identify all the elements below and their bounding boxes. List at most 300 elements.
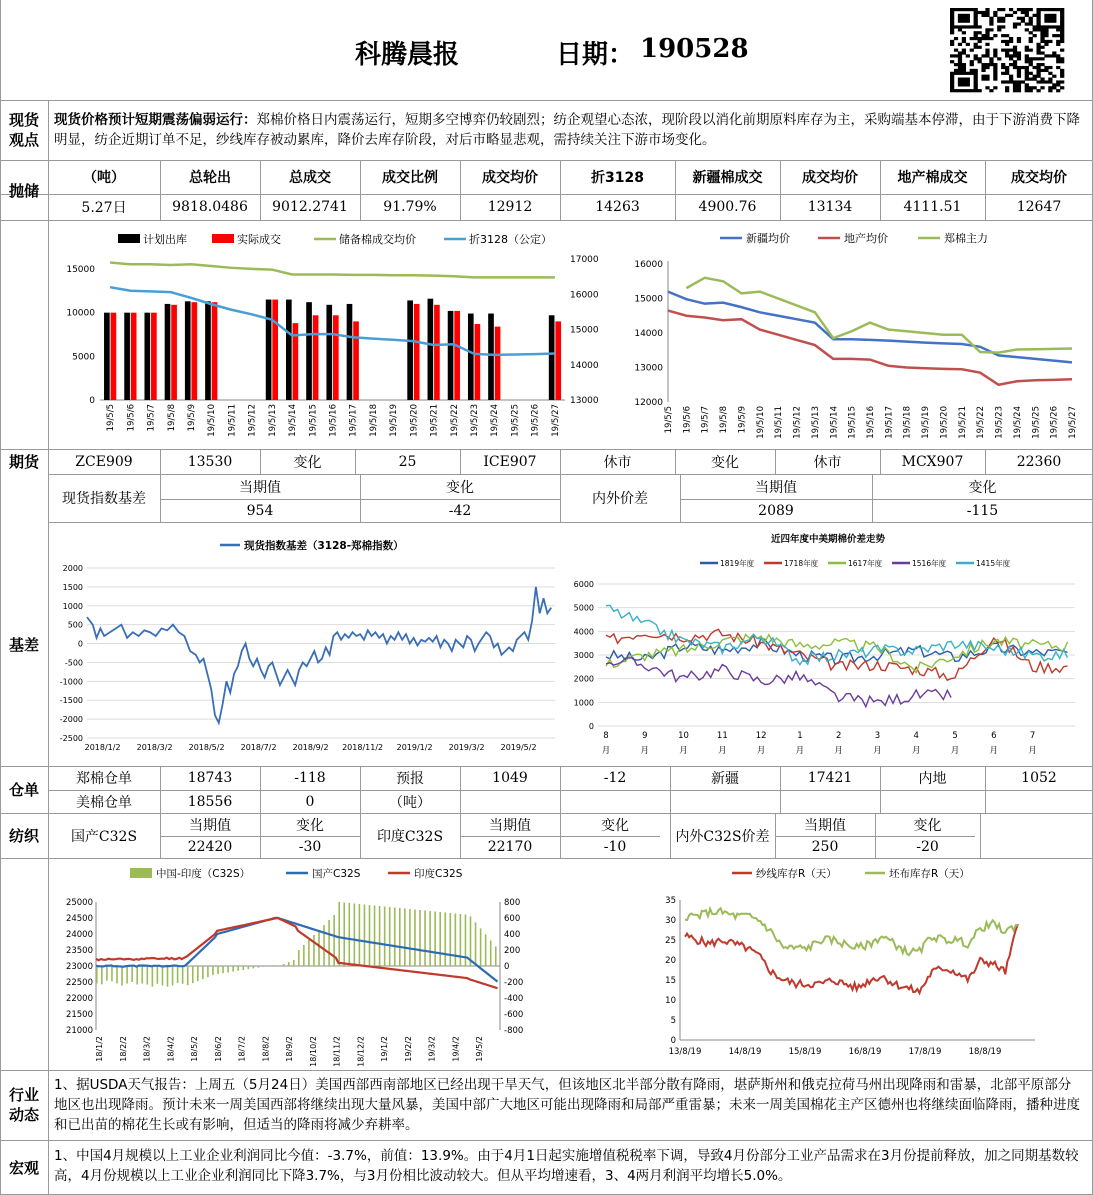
- qr-module: [1060, 37, 1064, 40]
- qr-module: [985, 54, 989, 57]
- x-tick-label: 19/5/5: [106, 404, 117, 432]
- qr-module: [954, 37, 958, 40]
- qr-module: [1056, 66, 1060, 69]
- diff-bar: [227, 966, 229, 972]
- qr-module: [978, 31, 982, 34]
- tick-label: 35: [665, 896, 676, 906]
- warehouse-cell: -12: [603, 770, 627, 786]
- x-tick-label: 19/5/8: [166, 404, 177, 432]
- tick-label: 16000: [634, 260, 663, 270]
- qr-module: [1033, 57, 1037, 60]
- qr-module: [993, 63, 997, 66]
- qr-module: [950, 31, 954, 34]
- qr-module: [974, 43, 978, 46]
- x-tick-label: 19/5/13: [267, 404, 278, 437]
- domestic-c32s-label: 国产C32S: [70, 828, 138, 845]
- qr-module: [966, 78, 970, 81]
- futures-cell: ZCE909: [75, 453, 133, 470]
- planned-bar: [205, 301, 211, 400]
- qr-module: [970, 63, 974, 66]
- diff-bar: [283, 964, 285, 966]
- qr-module: [1013, 25, 1017, 28]
- qr-module: [1021, 80, 1025, 83]
- diff-bar: [131, 966, 133, 982]
- tick-label: 13000: [570, 396, 599, 406]
- qr-module: [1036, 72, 1040, 75]
- qr-module: [958, 89, 962, 92]
- qr-module: [958, 63, 962, 66]
- diff-bar: [490, 940, 492, 966]
- qr-module: [1040, 78, 1044, 81]
- qr-module: [1025, 83, 1029, 86]
- qr-module: [974, 22, 978, 25]
- auction-header: （吨）: [83, 170, 125, 186]
- auction-header: 成交比例: [382, 170, 438, 186]
- diff-bar: [222, 966, 224, 973]
- qr-module: [974, 17, 978, 20]
- qr-module: [1036, 80, 1040, 83]
- qr-module: [1017, 17, 1021, 20]
- yarn-stock-line: [685, 924, 1018, 993]
- diff-bar: [237, 966, 239, 971]
- qr-module: [966, 43, 970, 46]
- planned-bar: [104, 313, 110, 400]
- tick-label: 0: [77, 639, 83, 649]
- actual-bar: [151, 313, 157, 400]
- qr-module: [1036, 8, 1040, 11]
- qr-module: [1029, 49, 1033, 52]
- diff-bar: [374, 906, 376, 967]
- x-tick-label: 19/5/10: [207, 404, 218, 437]
- spot-basis-current-header: 当期值: [239, 479, 281, 496]
- auction-header: 总成交: [289, 170, 331, 186]
- qr-module: [981, 54, 985, 57]
- qr-module: [958, 66, 962, 69]
- qr-module: [1001, 80, 1005, 83]
- qr-module: [954, 89, 958, 92]
- qr-module: [974, 34, 978, 37]
- actual-bar: [414, 304, 420, 400]
- qr-module: [1036, 75, 1040, 78]
- qr-module: [1009, 8, 1013, 11]
- qr-module: [1013, 66, 1017, 69]
- season-line: [606, 658, 951, 707]
- spot-view-body: 郑棉价格日内震荡运行，短期多空博弈仍较剧烈；纺企观望心态浓，现阶段以消化前期原料库存为主，采购端基本停滞，由于下游消费下降明显，纺企近期订单不足，纱线库存被动累库，降价去库存阶段，对后市略显悲观，需持续关注下游市场变化。: [54, 112, 1080, 148]
- futures-cell: 22360: [1016, 453, 1062, 470]
- diff-bar: [96, 966, 98, 983]
- tick-label: 10000: [66, 308, 95, 319]
- tick-label: 12000: [634, 398, 663, 408]
- inout-value: 2089: [758, 502, 794, 519]
- futures-cell: 13530: [187, 453, 233, 470]
- qr-module: [1029, 17, 1033, 20]
- auction-chart: [60, 224, 599, 446]
- spot-basis-change-header: 变化: [446, 479, 474, 496]
- diff-bar: [384, 907, 386, 967]
- qr-module: [1029, 78, 1033, 81]
- qr-module: [1033, 14, 1037, 17]
- qr-module: [974, 57, 978, 60]
- qr-module: [1060, 22, 1064, 25]
- qr-module: [974, 83, 978, 86]
- qr-module: [1021, 11, 1025, 14]
- qr-module: [1060, 57, 1064, 60]
- qr-module: [966, 8, 970, 11]
- x-tick-label: 18/10/2: [308, 1036, 318, 1067]
- qr-module: [1021, 17, 1025, 20]
- planned-bar: [124, 313, 130, 400]
- qr-module: [1009, 80, 1013, 83]
- qr-module: [989, 57, 993, 60]
- diff-bar: [141, 966, 143, 984]
- tick-label: 23000: [65, 962, 93, 972]
- tick-label: 400: [504, 930, 521, 940]
- x-tick-label: 19/5/7: [700, 406, 711, 434]
- x-tick-label: 19/5/16: [866, 406, 876, 439]
- qr-module: [1001, 72, 1005, 75]
- diff-bar: [450, 913, 452, 966]
- qr-module: [997, 57, 1001, 60]
- qr-module: [954, 49, 958, 52]
- qr-module: [1029, 37, 1033, 40]
- actual-bar: [212, 302, 218, 400]
- qr-module: [970, 37, 974, 40]
- qr-module: [1048, 25, 1052, 28]
- x-tick-label: 18/3/2: [142, 1036, 152, 1062]
- x-tick-label: 2018/1/2: [84, 743, 121, 752]
- x-tick-label: 9: [642, 731, 648, 741]
- qr-module: [962, 49, 966, 52]
- warehouse-cell: 1052: [1021, 770, 1057, 786]
- qr-module: [985, 66, 989, 69]
- x-unit-label: 月: [718, 746, 727, 756]
- qr-module: [985, 49, 989, 52]
- qr-module: [950, 83, 954, 86]
- qr-module: [1001, 8, 1005, 11]
- x-tick-label: 18/8/19: [968, 1047, 1002, 1057]
- qr-module: [970, 72, 974, 75]
- qr-module: [1052, 34, 1056, 37]
- qr-module: [1040, 25, 1044, 28]
- qr-module: [950, 25, 954, 28]
- auction-value: 5.27日: [81, 200, 127, 216]
- inout-spread-label: 内外价差: [592, 491, 648, 507]
- diff-bar: [444, 913, 446, 967]
- warehouse-cell: 1049: [492, 770, 528, 786]
- qr-module: [1025, 78, 1029, 81]
- diff-bar: [369, 905, 371, 966]
- macro-text: 1、中国4月规模以上工业企业利润同比今值：-3.7%，前值：13.9%。由于4月1日起实施增值税税率下调，导致4月份部分工业产品需求在3月份提前释放，加之同期基数较高，4月份规模以上工业企业利润同比下降3.7%，与3月份相比波动较大。但从平均增速看，3、4两月利润平均增长5.0%。: [54, 1148, 1079, 1184]
- qr-module: [958, 80, 962, 83]
- qr-module: [962, 83, 966, 86]
- x-tick-label: 18/12/2: [356, 1036, 366, 1067]
- diff-bar: [273, 965, 275, 966]
- tick-label: 23500: [65, 946, 93, 956]
- qr-module: [1044, 69, 1048, 72]
- qr-module: [966, 80, 970, 83]
- diff-bar: [349, 903, 351, 966]
- qr-module: [981, 63, 985, 66]
- qr-module: [1001, 40, 1005, 43]
- industry-label-2: 动态: [8, 1106, 39, 1124]
- qr-module: [1048, 14, 1052, 17]
- qr-module: [1025, 22, 1029, 25]
- x-tick-label: 19/5/20: [409, 404, 420, 437]
- qr-module: [993, 54, 997, 57]
- qr-module: [1009, 54, 1013, 57]
- qr-module: [1009, 14, 1013, 17]
- qr-module: [985, 11, 989, 14]
- diff-bar: [172, 966, 174, 985]
- qr-module: [970, 60, 974, 63]
- tick-label: 15000: [634, 294, 663, 305]
- qr-module: [1013, 51, 1017, 54]
- qr-module: [1052, 20, 1056, 23]
- qr-module: [1005, 72, 1009, 75]
- chart-title: 现货指数基差（3128-郑棉指数）: [244, 540, 404, 552]
- qr-module: [1033, 28, 1037, 31]
- x-tick-label: 19/5/23: [470, 404, 481, 437]
- actual-bar: [171, 305, 177, 400]
- tick-label: 6000: [573, 580, 594, 589]
- qr-module: [962, 72, 966, 75]
- legend-label: 1415年度: [976, 559, 1011, 568]
- auction-value: 4900.76: [698, 199, 757, 215]
- qr-module: [1029, 20, 1033, 23]
- diff-bar: [248, 966, 250, 969]
- auction-header: 成交均价: [482, 170, 538, 186]
- qr-module: [974, 46, 978, 49]
- qr-module: [1060, 34, 1064, 37]
- qr-module: [1056, 25, 1060, 28]
- qr-module: [1048, 66, 1052, 69]
- legend-label: 中国-印度（C32S）: [156, 868, 251, 880]
- futures-cell: 25: [398, 453, 417, 470]
- qr-module: [985, 78, 989, 81]
- x-tick-label: 19/5/2: [475, 1036, 485, 1062]
- basis-label: 基差: [8, 635, 39, 654]
- domestic-value: 22420: [187, 839, 233, 855]
- planned-bar: [448, 311, 454, 400]
- qr-module: [958, 54, 962, 57]
- qr-module: [1025, 46, 1029, 49]
- qr-module: [1025, 54, 1029, 57]
- qr-module: [1013, 11, 1017, 14]
- auction-label: 抛储: [8, 181, 39, 200]
- x-tick-label: 19/5/21: [957, 406, 968, 439]
- qr-module: [1048, 40, 1052, 43]
- x-unit-label: 月: [679, 746, 688, 756]
- qr-module: [1021, 8, 1025, 11]
- qr-module: [962, 89, 966, 92]
- qr-module: [1009, 49, 1013, 52]
- x-tick-label: 19/5/6: [682, 406, 693, 434]
- qr-module: [1044, 40, 1048, 43]
- qr-module: [974, 20, 978, 23]
- qr-module: [1005, 43, 1009, 46]
- x-tick-label: 11: [716, 731, 728, 741]
- qr-module: [1017, 22, 1021, 25]
- tick-label: 0: [89, 396, 95, 406]
- x-unit-label: 月: [911, 746, 921, 756]
- qr-module: [1029, 89, 1033, 92]
- diff-bar: [298, 950, 300, 966]
- qr-module: [1044, 20, 1048, 23]
- qr-module: [958, 8, 962, 11]
- actual-bar: [313, 315, 319, 400]
- qr-module: [1060, 28, 1064, 31]
- x-tick-label: 1: [797, 731, 803, 741]
- qr-module: [1033, 25, 1037, 28]
- x-tick-label: 19/5/27: [550, 404, 561, 437]
- qr-module: [1052, 75, 1056, 78]
- qr-module: [993, 34, 997, 37]
- diff-bar: [308, 940, 310, 966]
- diff-bar: [480, 928, 482, 966]
- tick-label: 800: [504, 898, 521, 908]
- x-tick-label: 18/5/2: [190, 1036, 200, 1062]
- tick-label: -2000: [59, 715, 83, 725]
- warehouse-cell: 17421: [807, 770, 853, 786]
- qr-module: [1005, 54, 1009, 57]
- diff-bar: [212, 966, 214, 975]
- qr-module: [1001, 63, 1005, 66]
- warehouse-cell: 美棉仓单: [76, 794, 132, 811]
- x-tick-label: 19/5/8: [719, 406, 730, 434]
- diff-bar: [182, 966, 184, 984]
- qr-module: [993, 78, 997, 81]
- qr-module: [966, 89, 970, 92]
- x-tick-label: 2019/3/2: [448, 743, 485, 752]
- qr-module: [1040, 80, 1044, 83]
- warehouse-cell: 18743: [187, 770, 233, 786]
- auction-value: 12912: [487, 199, 533, 215]
- qr-module: [1044, 28, 1048, 31]
- qr-module: [966, 14, 970, 17]
- x-tick-label: 2018/11/2: [342, 743, 384, 752]
- qr-module: [1036, 17, 1040, 20]
- qr-module: [1056, 43, 1060, 46]
- qr-module: [1040, 69, 1044, 72]
- tick-label: 17000: [570, 255, 599, 265]
- legend-label: 计划出库: [143, 233, 187, 246]
- diff-bar: [343, 903, 345, 967]
- qr-module: [1021, 20, 1025, 23]
- india-change: -10: [603, 839, 627, 855]
- qr-module: [1044, 80, 1048, 83]
- qr-module: [950, 17, 954, 20]
- diff-bar: [455, 914, 457, 967]
- qr-module: [1040, 86, 1044, 89]
- basis-line: [87, 587, 551, 723]
- qr-module: [950, 75, 954, 78]
- diff-bar: [429, 911, 431, 966]
- legend-label: 地产均价: [844, 232, 888, 245]
- qr-module: [997, 25, 1001, 28]
- qr-module: [1040, 34, 1044, 37]
- auction-value: 9012.2741: [272, 199, 348, 215]
- qr-module: [1009, 63, 1013, 66]
- x-tick-label: 2: [835, 731, 842, 741]
- planned-bar: [165, 304, 171, 400]
- x-tick-label: 2019/5/2: [500, 743, 537, 752]
- spot-view-text: [54, 110, 1084, 150]
- qr-module: [978, 11, 982, 14]
- x-tick-label: 19/5/6: [126, 404, 137, 432]
- qr-module: [1017, 8, 1021, 11]
- qr-module: [1056, 28, 1060, 31]
- actual-bar: [191, 302, 197, 400]
- qr-module: [978, 60, 982, 63]
- qr-module: [1056, 57, 1060, 60]
- diff-bar: [136, 966, 138, 985]
- tick-label: 0: [588, 722, 594, 731]
- qr-module: [1017, 69, 1021, 72]
- qr-module: [1036, 66, 1040, 69]
- qr-module: [1025, 69, 1029, 72]
- qr-module: [1005, 66, 1009, 69]
- qr-module: [978, 57, 982, 60]
- india-current-header: 当期值: [489, 817, 531, 834]
- planned-bar: [144, 313, 150, 400]
- qr-module: [993, 49, 997, 52]
- qr-module: [1001, 25, 1005, 28]
- x-tick-label: 19/5/25: [1031, 406, 1042, 439]
- diff-bar: [157, 966, 159, 984]
- qr-module: [1001, 34, 1005, 37]
- tick-label: -1500: [59, 696, 83, 706]
- x-unit-label: 月: [1028, 746, 1037, 756]
- diff-bar: [338, 902, 340, 966]
- spot-basis-label: 现货指数基差: [62, 491, 146, 507]
- qr-module: [1017, 89, 1021, 92]
- cloth-stock-line: [685, 908, 1018, 955]
- qr-module: [950, 14, 954, 17]
- qr-module: [958, 14, 962, 17]
- diff-bar: [187, 966, 189, 985]
- qr-module: [954, 69, 958, 72]
- warehouse-cell: -118: [294, 770, 326, 786]
- diff-bar: [434, 912, 436, 967]
- qr-module: [970, 25, 974, 28]
- qr-module: [989, 22, 993, 25]
- qr-module: [1052, 83, 1056, 86]
- qr-module: [974, 69, 978, 72]
- qr-module: [1025, 49, 1029, 52]
- qr-module: [1001, 66, 1005, 69]
- qr-module: [981, 34, 985, 37]
- tick-label: 600: [504, 914, 521, 924]
- qr-module: [1036, 46, 1040, 49]
- qr-module: [1056, 80, 1060, 83]
- qr-module: [1029, 60, 1033, 63]
- actual-bar: [272, 300, 278, 400]
- domestic-current-header: 当期值: [189, 817, 231, 834]
- x-tick-label: 19/5/25: [510, 404, 521, 437]
- planned-bar: [549, 315, 555, 400]
- x-tick-label: 19/4/2: [451, 1036, 461, 1062]
- tick-label: 24500: [65, 914, 93, 924]
- diff-bar: [147, 966, 149, 985]
- qr-module: [985, 28, 989, 31]
- x-tick-label: 13/8/19: [668, 1047, 702, 1057]
- qr-module: [1001, 49, 1005, 52]
- legend-label: 1819年度: [720, 559, 755, 568]
- qr-module: [993, 69, 997, 72]
- qr-module: [1060, 49, 1064, 52]
- diff-bar: [106, 966, 108, 981]
- actual-bar: [555, 321, 561, 400]
